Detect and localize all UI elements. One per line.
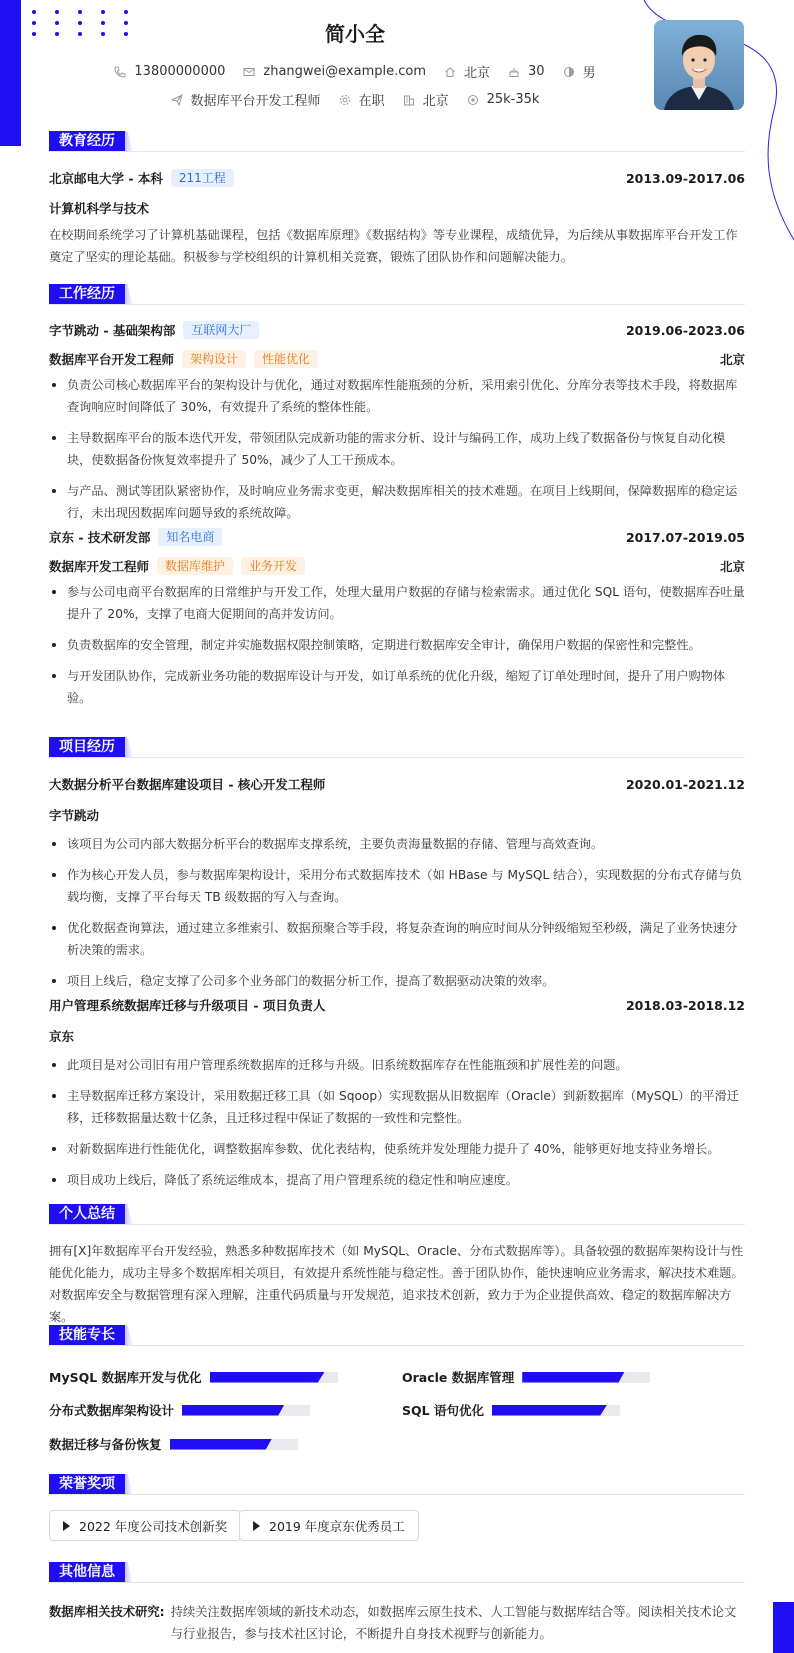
work-1-title-row <box>49 557 745 575</box>
skill-bar <box>170 1439 298 1450</box>
work-1-city: 北京 <box>719 559 745 574</box>
project-0-company: 字节跳动 <box>49 808 100 823</box>
list-item: 优化数据查询算法，通过建立多维索引、数据预聚合等手段，将复杂查询的响应时间从分钟级缩短至秒级，满足了业务快速分析决策的需求。 <box>49 917 745 961</box>
resume-header <box>0 0 794 140</box>
project-1-period: 2018.03-2018.12 <box>625 997 745 1013</box>
salary-text: 25k-35k <box>486 92 540 107</box>
list-item: 项目成功上线后，降低了系统运维成本，提高了用户管理系统的稳定性和响应速度。 <box>49 1169 745 1191</box>
play-icon <box>253 1521 260 1531</box>
work-city-item <box>403 90 449 109</box>
award-text: 2022 年度公司技术创新奖 <box>79 1518 228 1534</box>
section-skills <box>49 1325 133 1346</box>
list-item: 此项目是对公司旧有用户管理系统数据库的迁移与升级。旧系统数据库存在性能瓶颈和扩展性差的问题。 <box>49 1054 745 1076</box>
divider <box>49 304 745 305</box>
mail-icon <box>243 66 255 78</box>
skill-bar-fill <box>182 1405 284 1416</box>
phone-item <box>114 64 225 79</box>
work-0-city: 北京 <box>719 352 745 367</box>
divider <box>49 1582 745 1583</box>
work-0-tag: 性能优化 <box>254 350 318 368</box>
status-text: 在职 <box>358 94 385 109</box>
list-item: 该项目为公司内部大数据分析平台的数据库支撑系统，主要负责海量数据的存储、管理与高效查询。 <box>49 833 745 855</box>
list-item: 负责数据库的安全管理，制定并实施数据权限控制策略，定期进行数据库安全审计，确保用户数据的保密性和完整性。 <box>49 634 745 656</box>
work-0-title-row <box>49 350 745 368</box>
skill-name: 数据迁移与备份恢复 <box>49 1437 162 1452</box>
school-tag: 211工程 <box>171 169 234 187</box>
divider <box>49 1224 745 1225</box>
contact-row <box>0 62 710 81</box>
divider <box>49 1494 745 1495</box>
other-value: 持续关注数据库领域的新技术动态，如数据库云原生技术、人工智能与数据库结合等。阅读相关技术论文与行业报告，参与技术社区讨论，不断提升自身技术视野与创新能力。 <box>170 1605 737 1641</box>
building-icon <box>403 94 415 106</box>
work-0-title: 数据库平台开发工程师 <box>49 352 175 367</box>
gear-icon <box>339 94 351 106</box>
project-1-header <box>49 996 745 1014</box>
skill-name: Oracle 数据库管理 <box>402 1370 515 1385</box>
list-item: 主导数据库迁移方案设计，采用数据迁移工具（如 Sqoop）实现数据从旧数据库（Oracle）到新数据库（MySQL）的平滑迁移，迁移数据量达数十亿条，且迁移过程中保证了数据的一致性和完整性。 <box>49 1085 745 1129</box>
section-skills-title: 技能专长 <box>49 1325 125 1346</box>
skill-item <box>49 1435 298 1453</box>
home-icon <box>444 66 456 78</box>
project-0-company-row <box>49 806 745 824</box>
section-awards <box>49 1474 133 1495</box>
coin-icon <box>467 94 479 106</box>
skill-name: MySQL 数据库开发与优化 <box>49 1370 202 1385</box>
skill-bar <box>492 1405 620 1416</box>
phone-text: 13800000000 <box>134 64 226 79</box>
skill-bar-fill <box>522 1372 624 1383</box>
work-1-period: 2017.07-2019.05 <box>625 529 745 545</box>
work-0-company-tag: 互联网大厂 <box>183 321 259 339</box>
project-0-name: 大数据分析平台数据库建设项目 - 核心开发工程师 <box>49 777 326 792</box>
list-item: 项目上线后，稳定支撑了公司多个业务部门的数据分析工作，提高了数据驱动决策的效率。 <box>49 970 745 992</box>
play-icon <box>63 1521 70 1531</box>
work-1-bullets <box>49 581 745 718</box>
age-text: 30 <box>528 64 545 79</box>
work-0-period: 2019.06-2023.06 <box>625 322 745 338</box>
school-name: 北京邮电大学 - 本科 <box>49 171 163 186</box>
project-1-bullets <box>49 1054 745 1200</box>
skill-item <box>49 1368 338 1386</box>
project-0-period: 2020.01-2021.12 <box>625 776 745 792</box>
salary-item <box>467 92 540 107</box>
skill-bar <box>522 1372 650 1383</box>
list-item: 对新数据库进行性能优化，调整数据库参数、优化表结构，使系统并发处理能力提升了 40%，能够更好地支持业务增长。 <box>49 1138 745 1160</box>
age-item <box>508 64 545 79</box>
list-item: 与产品、测试等团队紧密协作，及时响应业务需求变更，解决数据库相关的技术难题。在项目上线期间，保障数据库的稳定运行，未出现因数据库问题导致的系统故障。 <box>49 480 745 524</box>
other-label: 数据库相关技术研究: <box>49 1605 165 1619</box>
project-0-bullets <box>49 833 745 1001</box>
skill-item <box>402 1401 620 1419</box>
gender-item <box>563 62 596 81</box>
email-item <box>243 64 426 79</box>
list-item: 与开发团队协作，完成新业务功能的数据库设计与开发，如订单系统的优化升级，缩短了订单处理时间，提升了用户购物体验。 <box>49 665 745 709</box>
education-period: 2013.09-2017.06 <box>625 170 745 186</box>
section-education <box>49 131 133 152</box>
skill-bar <box>210 1372 338 1383</box>
project-1-company: 京东 <box>49 1029 75 1044</box>
work-1-tag: 数据库维护 <box>157 557 233 575</box>
skill-name: 分布式数据库架构设计 <box>49 1403 175 1418</box>
skill-bar-fill <box>210 1372 325 1383</box>
section-awards-title: 荣誉奖项 <box>49 1474 125 1495</box>
phone-icon <box>114 66 126 78</box>
section-project <box>49 737 133 758</box>
work-1-company: 京东 - 技术研发部 <box>49 530 151 545</box>
work-0-bullets <box>49 374 745 533</box>
work-1-header <box>49 528 745 546</box>
award-chip <box>239 1510 419 1541</box>
work-1-title: 数据库开发工程师 <box>49 559 150 574</box>
work-city-text: 北京 <box>422 94 449 109</box>
section-work <box>49 284 133 305</box>
job-intent-row <box>0 90 710 109</box>
gender-icon <box>563 66 575 78</box>
position-text: 数据库平台开发工程师 <box>190 94 321 109</box>
skill-item <box>49 1401 310 1419</box>
section-work-title: 工作经历 <box>49 284 125 305</box>
project-1-company-row <box>49 1027 745 1045</box>
work-0-header <box>49 321 745 339</box>
location-item <box>444 62 490 81</box>
location-text: 北京 <box>464 66 491 81</box>
section-other <box>49 1562 133 1583</box>
education-major-row <box>49 199 745 217</box>
section-other-title: 其他信息 <box>49 1562 125 1583</box>
skill-bar-fill <box>170 1439 272 1450</box>
decor-right-bar <box>773 1602 794 1653</box>
email-text: zhangwei@example.com <box>263 64 427 79</box>
list-item: 主导数据库平台的版本迭代开发，带领团队完成新功能的需求分析、设计与编码工作，成功上线了数据备份与恢复自动化模块，使数据备份恢复效率提升了 50%，减少了人工干预成本。 <box>49 427 745 471</box>
section-education-title: 教育经历 <box>49 131 125 152</box>
project-0-header <box>49 775 745 793</box>
work-0-tag: 架构设计 <box>182 350 246 368</box>
work-1-tag: 业务开发 <box>241 557 305 575</box>
divider <box>49 151 745 152</box>
section-summary-title: 个人总结 <box>49 1204 125 1225</box>
position-item <box>171 90 321 109</box>
award-text: 2019 年度京东优秀员工 <box>269 1518 405 1534</box>
education-major: 计算机科学与技术 <box>49 201 150 216</box>
skill-bar <box>182 1405 310 1416</box>
skill-bar-fill <box>492 1405 607 1416</box>
work-0-company: 字节跳动 - 基础架构部 <box>49 323 176 338</box>
section-project-title: 项目经历 <box>49 737 125 758</box>
list-item: 负责公司核心数据库平台的架构设计与优化，通过对数据库性能瓶颈的分析，采用索引优化、分库分表等技术手段，将数据库查询响应时间降低了 30%，有效提升了系统的整体性能。 <box>49 374 745 418</box>
other-info <box>49 1601 745 1645</box>
cake-icon <box>508 66 520 78</box>
skill-item <box>402 1368 650 1386</box>
list-item: 参与公司电商平台数据库的日常维护与开发工作，处理大量用户数据的存储与检索需求。通过优化 SQL 语句，使数据库吞吐量提升了 20%，支撑了电商大促期间的高并发访问。 <box>49 581 745 625</box>
list-item: 作为核心开发人员，参与数据库架构设计，采用分布式数据库技术（如 HBase 与 MySQL 结合），实现数据的分布式存储与负载均衡，支撑了平台每天 TB 级数据的写入与查询。 <box>49 864 745 908</box>
education-header <box>49 169 745 187</box>
send-icon <box>171 94 183 106</box>
profile-photo <box>654 20 744 110</box>
divider <box>49 1345 745 1346</box>
status-item <box>339 90 385 109</box>
section-summary <box>49 1204 133 1225</box>
gender-text: 男 <box>582 66 596 81</box>
skill-name: SQL 语句优化 <box>402 1403 484 1418</box>
summary-text: 拥有[X]年数据库平台开发经验，熟悉多种数据库技术（如 MySQL、Oracle、分布式数据库等）。具备较强的数据库架构设计与性能优化能力，成功主导多个数据库相关项目，有效提升系统性能与稳定性。善于团队协作，能快速响应业务需求，解决技术难题。对数据库安全与数据管理有深入理解，注重代码质量与开发规范，追求技术创新，致力于为企业提供高效、稳定的数据库解决方案。 <box>49 1244 744 1324</box>
candidate-name: 简小全 <box>325 22 385 46</box>
award-chip <box>49 1510 241 1541</box>
work-1-company-tag: 知名电商 <box>158 528 222 546</box>
project-1-name: 用户管理系统数据库迁移与升级项目 - 项目负责人 <box>49 998 326 1013</box>
divider <box>49 757 745 758</box>
education-description: 在校期间系统学习了计算机基础课程，包括《数据库原理》《数据结构》等专业课程，成绩优异，为后续从事数据库平台开发工作奠定了坚实的理论基础。积极参与学校组织的计算机相关竞赛，锻炼了团队协作和问题解决能力。 <box>49 228 738 264</box>
